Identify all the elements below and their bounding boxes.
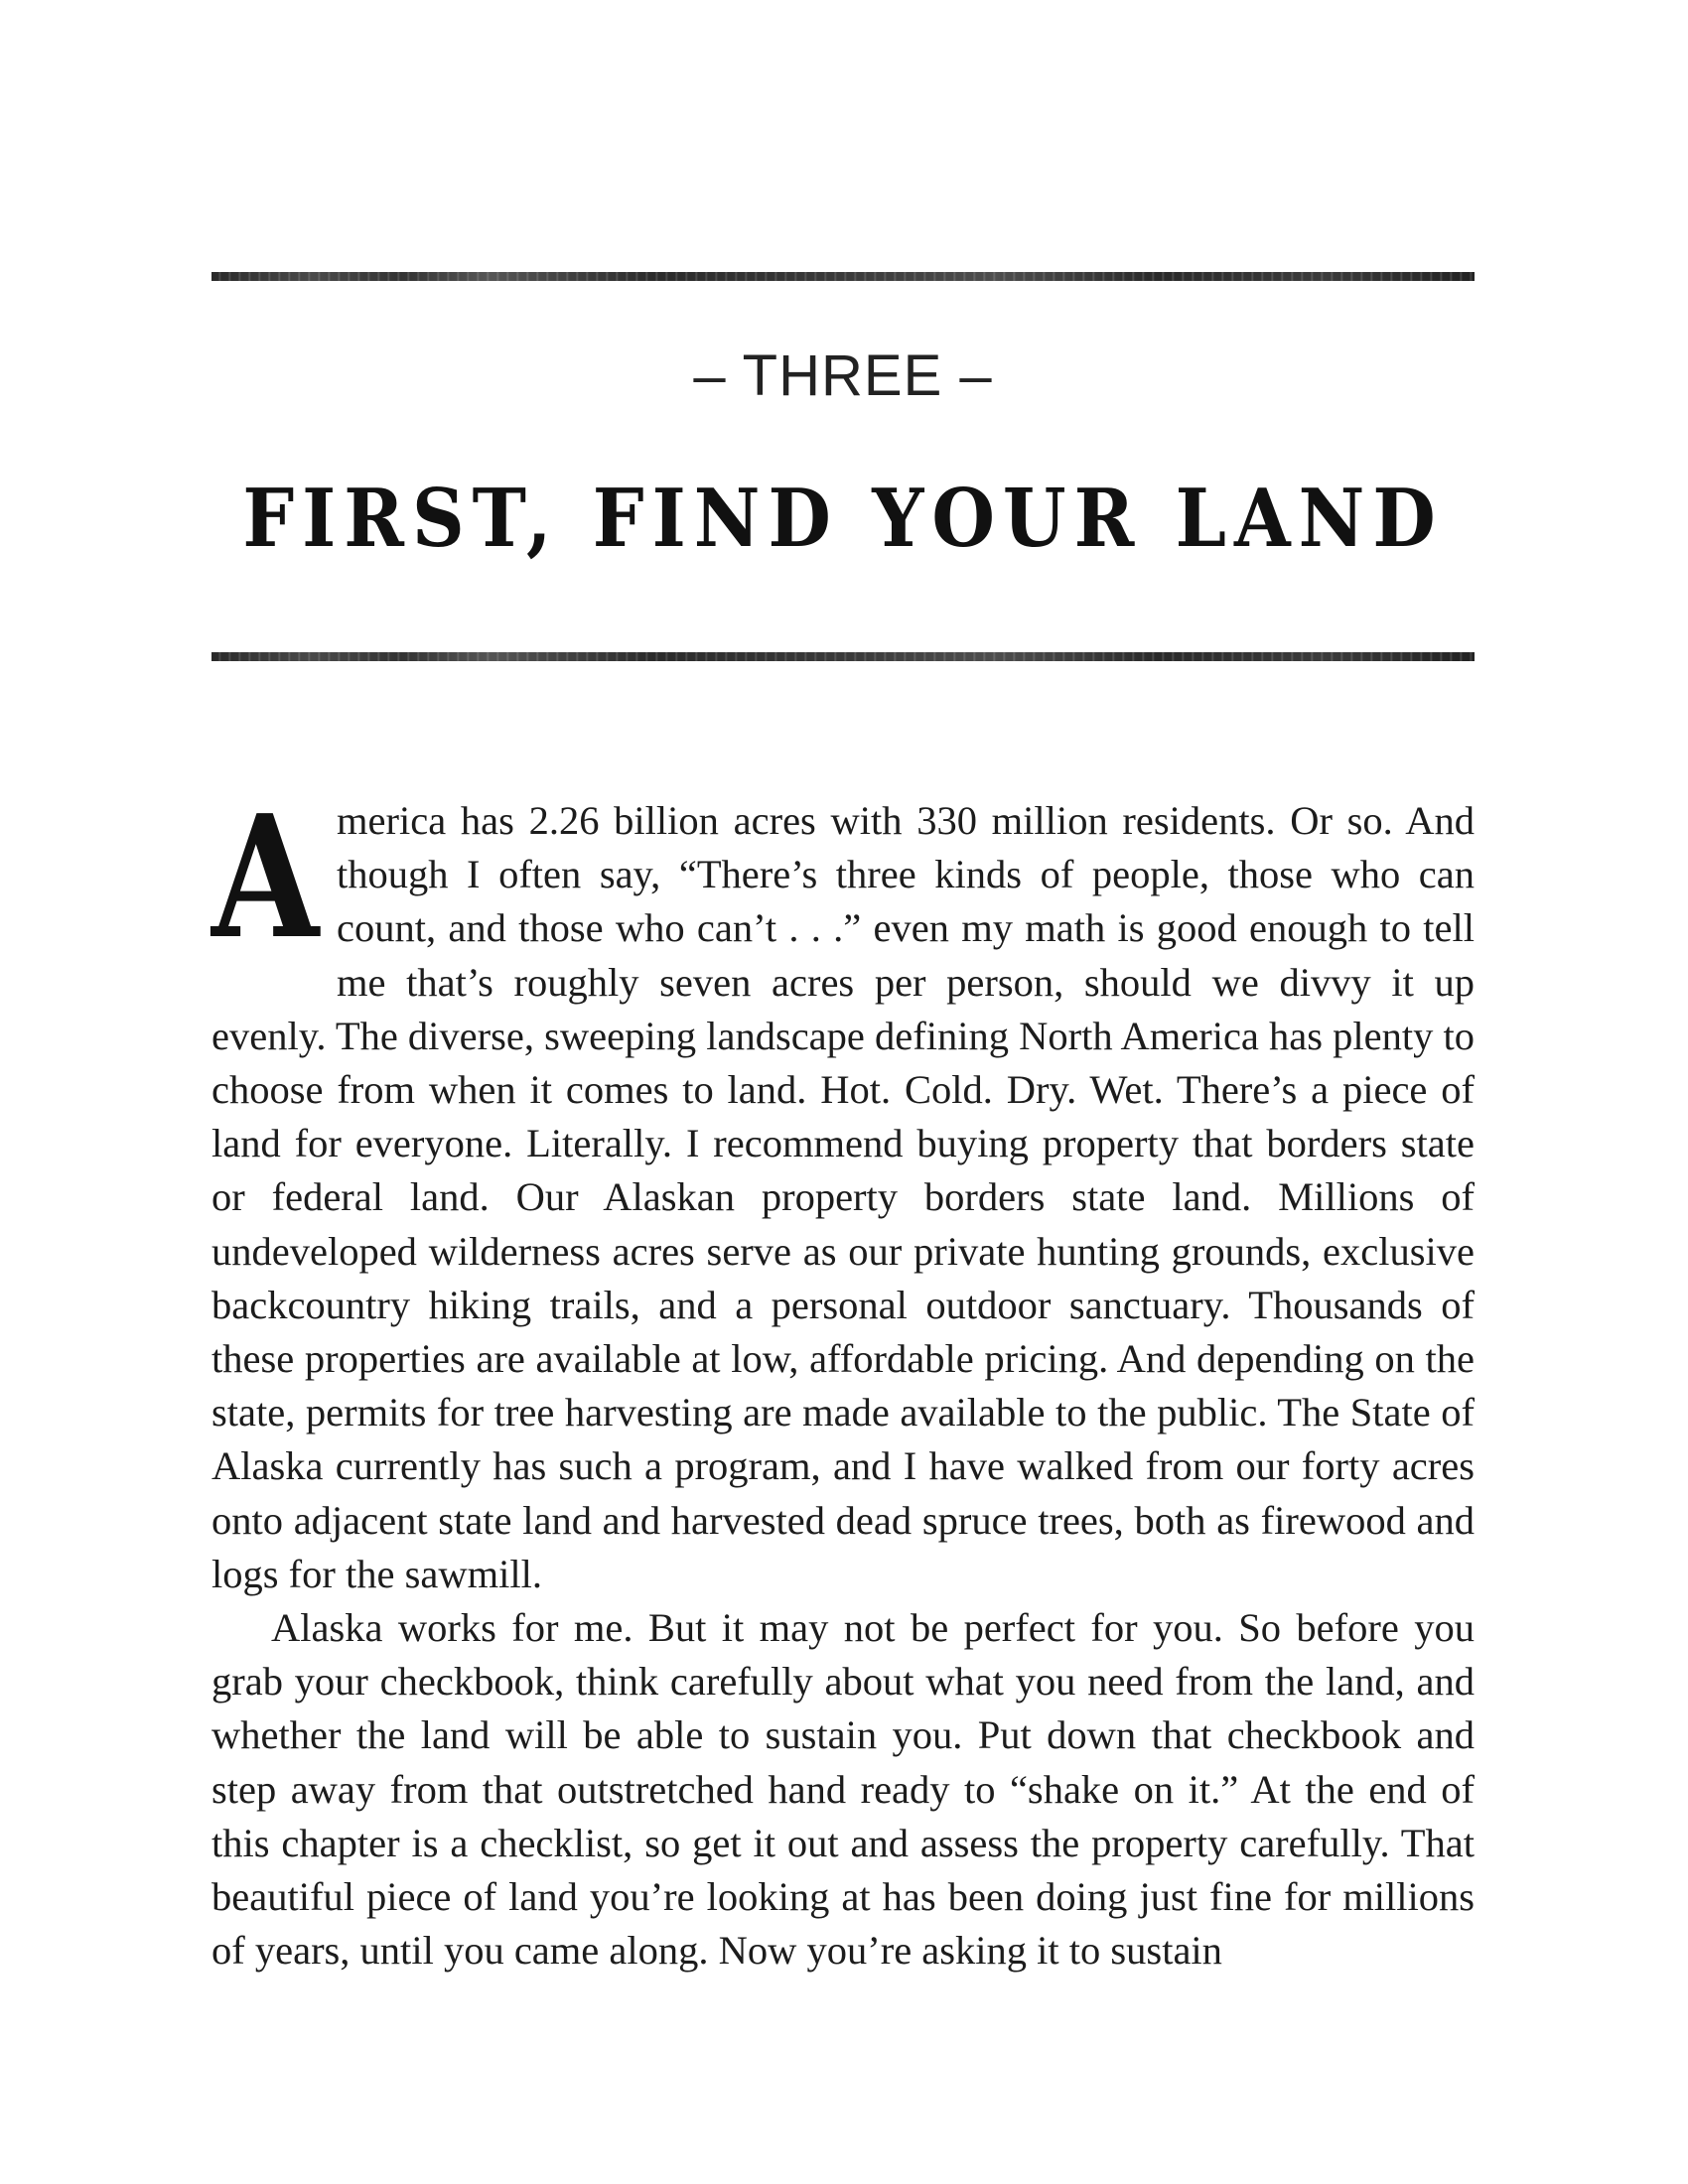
body-text: [211, 778, 1475, 1978]
bottom-rule: [211, 652, 1475, 661]
chapter-number: – THREE –: [693, 343, 993, 408]
drop-cap: A: [211, 778, 320, 977]
top-rule: [211, 272, 1475, 281]
paragraph-1: [211, 778, 1475, 1601]
chapter-title: FIRST, FIND YOUR LAND: [242, 472, 1444, 566]
paragraph-1-text: merica has 2.26 billion acres with 330 million residents. Or so. And though I often say, “There’s three kinds of people, those who can count, and those who can’t . . .” even my math is good enough to tell me that’s roughly seven acres per person, should we divvy it up evenly. The diverse, sweeping landscape defining North America has plenty to choose from when it comes to land. Hot. Cold. Dry. Wet. There’s a piece of land for everyone. Literally. I recommend buying property that borders state or federal land. Our Alaskan property borders state land. Millions of undeveloped wilderness acres serve as our private hunting grounds, exclusive backcountry hiking trails, and a personal outdoor sanctuary. Thousands of these properties are available at low, affordable pricing. And depending on the state, permits for tree harvesting are made available to the public. The State of Alaska currently has such a program, and I have walked from our forty acres onto adjacent state land and harvested dead spruce trees, both as firewood and logs for the sawmill.: [211, 798, 1475, 1596]
paragraph-2: Alaska works for me. But it may not be perfect for you. So before you grab your checkbook, think carefully about what you need from the land, and whether the land will be able to sustain you. Put down that checkbook and step away from that outstretched hand ready to “shake on it.” At the end of this chapter is a checklist, so get it out and assess the property carefully. That beautiful piece of land you’re looking at has been doing just fine for millions of years, until you came along. Now you’re asking it to sustain: [211, 1605, 1475, 1974]
